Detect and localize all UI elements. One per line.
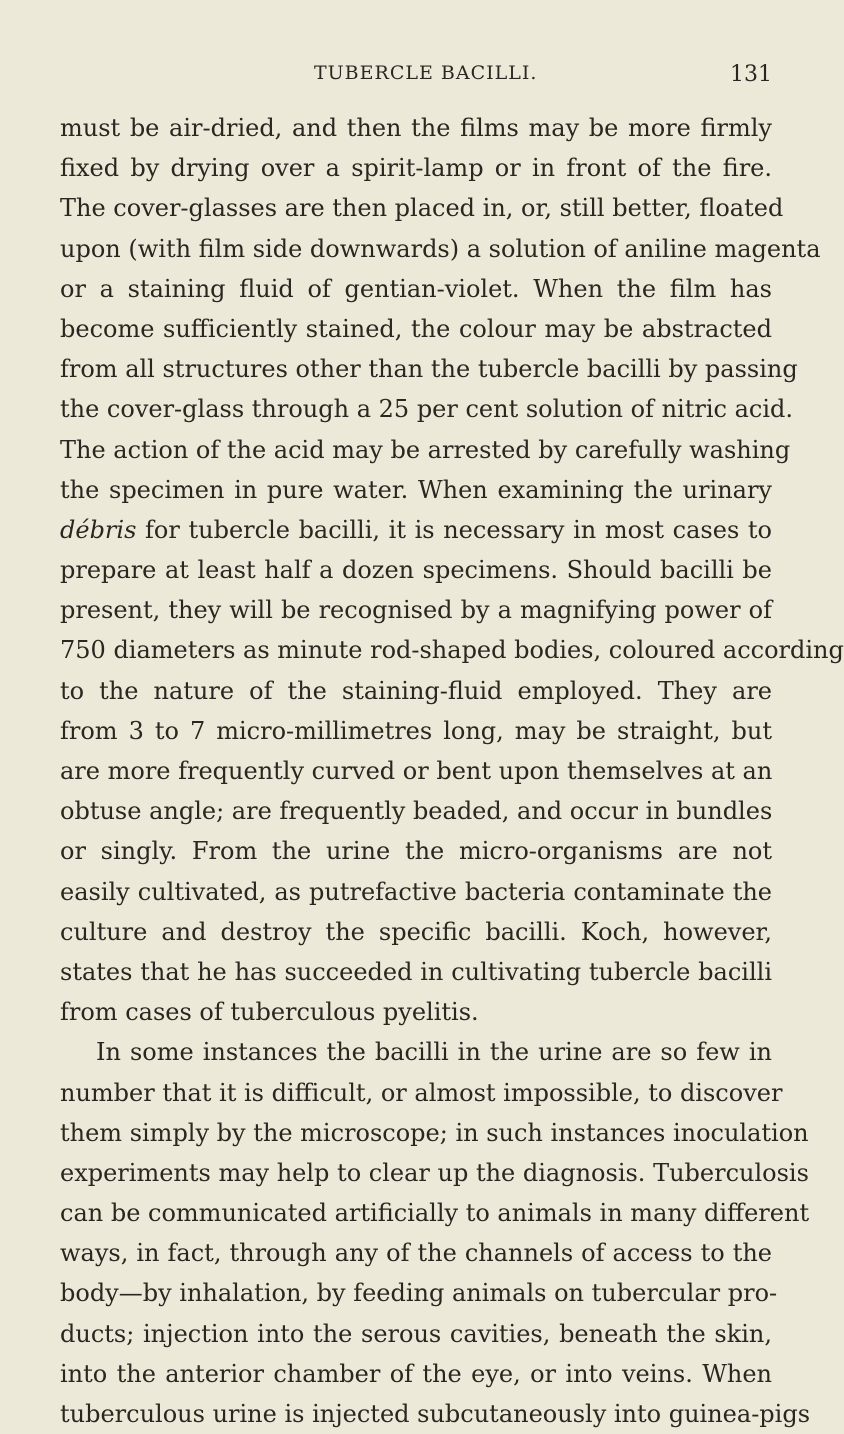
running-head: [60, 62, 772, 98]
text-line: ducts; injection into the serous cavities, beneath the skin,: [60, 1319, 772, 1348]
text-line: from cases of tuberculous pyelitis.: [60, 998, 479, 1027]
text-line: The cover-glasses are then placed in, or, still better, floated: [60, 194, 784, 223]
text-line: In some instances the bacilli in the urine are so few in: [96, 1038, 772, 1067]
text-line: experiments may help to clear up the diagnosis. Tuberculosis: [60, 1158, 809, 1187]
text-line: the cover-glass through a 25 per cent solution of nitric acid.: [60, 395, 793, 424]
text-line: [60, 510, 772, 550]
text-line: must be air-dried, and then the films may be more firmly: [60, 114, 772, 142]
text-line: them simply by the microscope; in such instances inoculation: [60, 1118, 809, 1147]
text-line: from 3 to 7 micro-millimetres long, may be straight, but: [60, 716, 772, 745]
text-line: upon (with film side downwards) a solution of aniline magenta: [60, 234, 821, 263]
page-number: 131: [730, 62, 772, 87]
text-line: states that he has succeeded in cultivating tubercle bacilli: [60, 957, 772, 986]
text-line: from all structures other than the tubercle bacilli by passing: [60, 355, 798, 384]
text-line: become sufficiently stained, the colour may be abstracted: [60, 314, 772, 343]
text-line: body—by inhalation, by feeding animals on tubercular pro-: [60, 1279, 778, 1308]
text-line: prepare at least half a dozen specimens. Should bacilli be: [60, 556, 772, 585]
running-title: TUBERCLE BACILLI.: [314, 62, 538, 84]
text-line: are more frequently curved or bent upon themselves at an: [60, 757, 773, 785]
italic-word: débris: [60, 515, 137, 544]
text-line: obtuse angle; are frequently beaded, and occur in bundles: [60, 797, 773, 826]
text-line: present, they will be recognised by a magnifying power of: [60, 596, 772, 625]
text-line: easily cultivated, as putrefactive bacteria contaminate the: [60, 877, 772, 906]
text-line: fixed by drying over a spirit-lamp or in front of the fire.: [60, 154, 772, 183]
text-line: the specimen in pure water. When examining the urinary: [60, 475, 772, 504]
text-line: to the nature of the staining-fluid employed. They are: [60, 676, 772, 705]
text-line: or singly. From the urine the micro-organisms are not: [60, 837, 772, 866]
text-line: number that it is difficult, or almost impossible, to discover: [60, 1078, 783, 1107]
text-line: 750 diameters as minute rod-shaped bodies, coloured according: [60, 636, 844, 665]
text-line: culture and destroy the specific bacilli. Koch, however,: [60, 917, 772, 946]
body-text: [60, 108, 844, 1434]
text-line: into the anterior chamber of the eye, or into veins. When: [60, 1359, 772, 1388]
text-line: can be communicated artificially to animals in many different: [60, 1199, 810, 1228]
text-line: The action of the acid may be arrested by carefully washing: [60, 435, 791, 464]
text-line: ways, in fact, through any of the channels of access to the: [60, 1239, 772, 1268]
text-line: or a staining fluid of gentian-violet. When the film has: [60, 274, 772, 303]
text-line: tuberculous urine is injected subcutaneously into guinea-pigs: [60, 1400, 811, 1428]
text-line-rest: for tubercle bacilli, it is necessary in most cases to: [145, 515, 772, 544]
